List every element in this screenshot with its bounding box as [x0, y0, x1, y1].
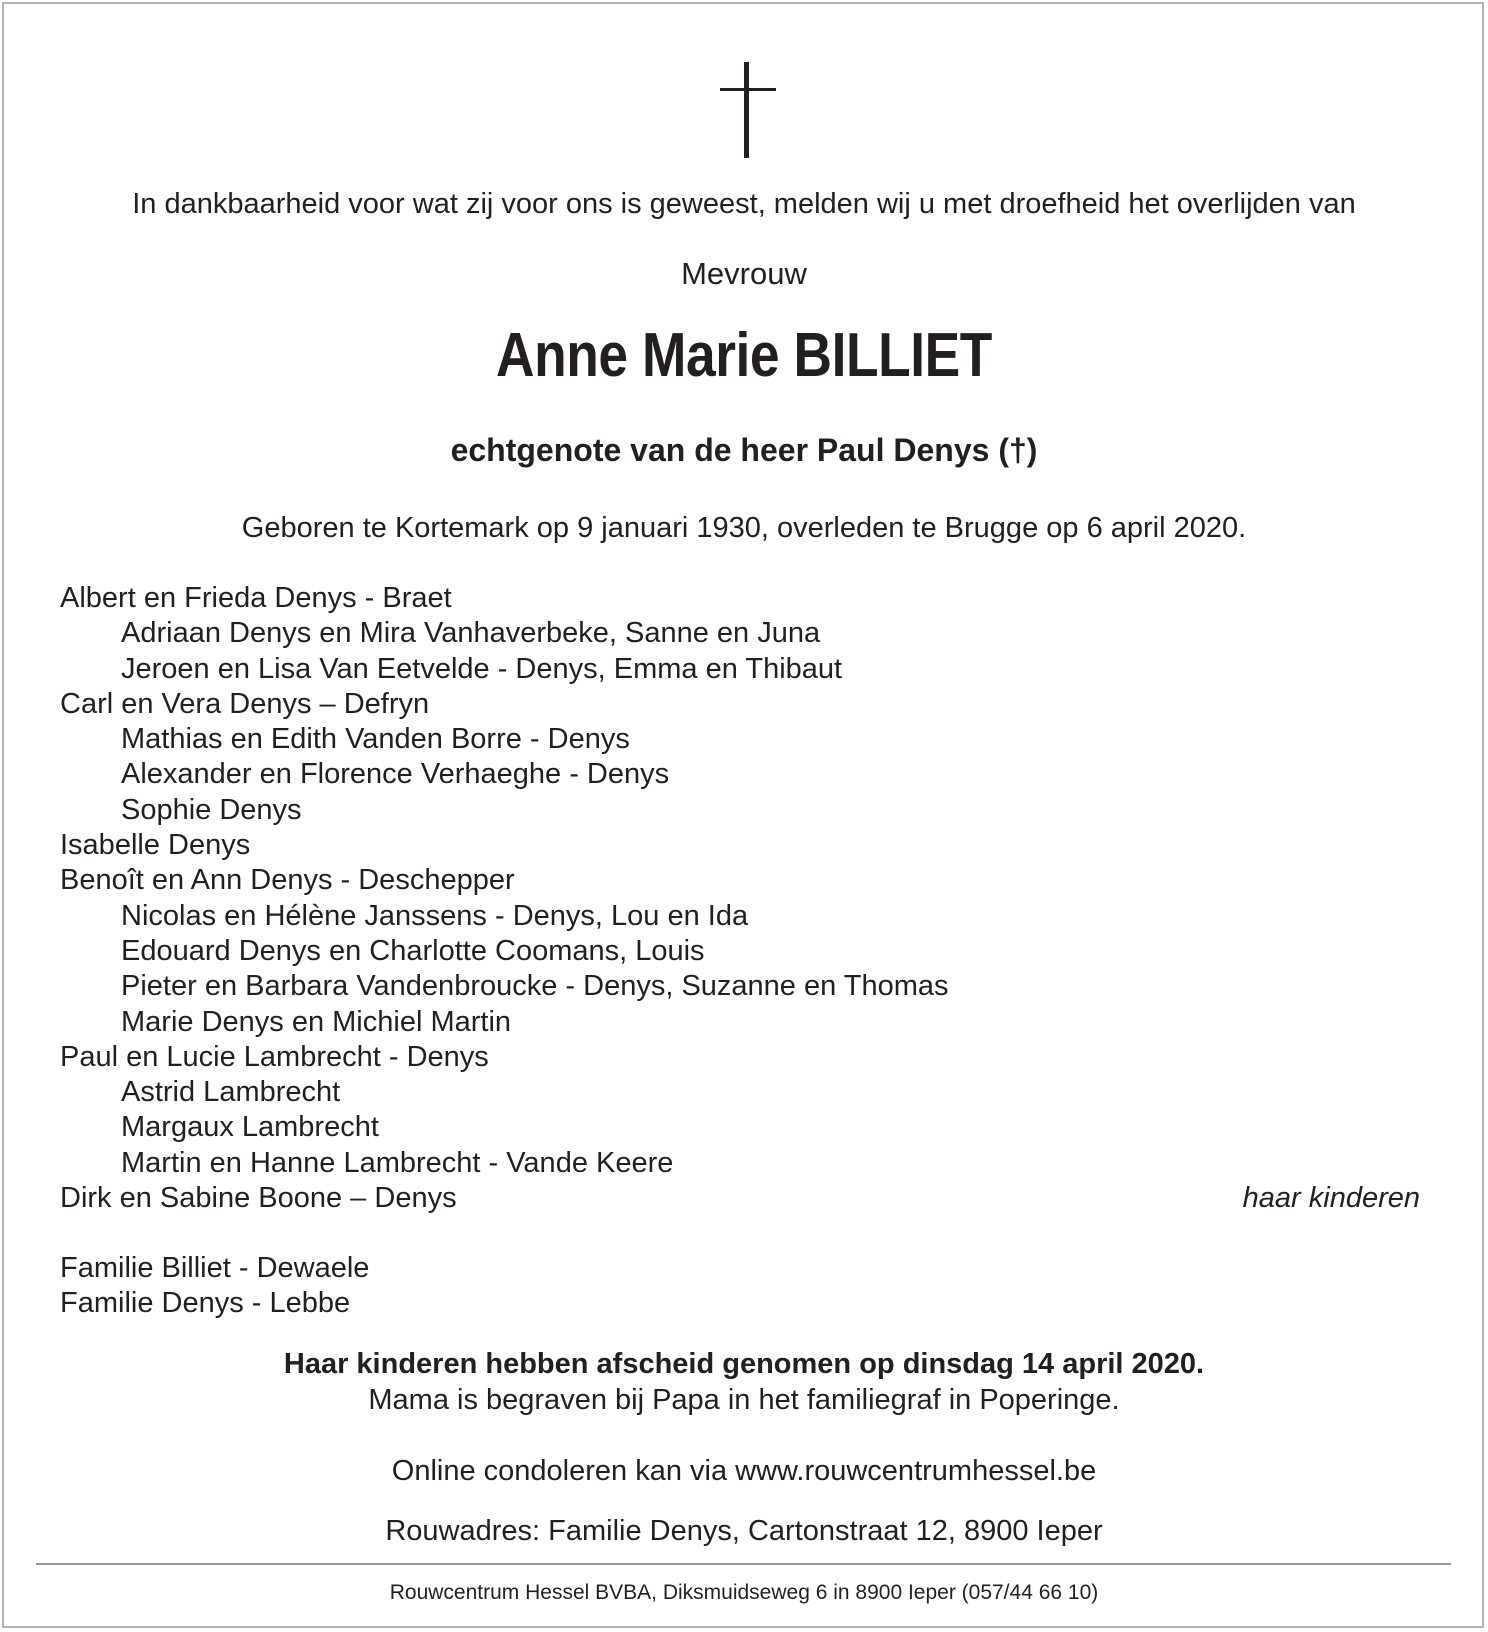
family-line: Margaux Lambrecht	[121, 1111, 379, 1144]
family-line: Benoît en Ann Denys - Deschepper	[60, 864, 515, 897]
family-line: Paul en Lucie Lambrecht - Denys	[60, 1040, 489, 1073]
family-line-last	[60, 1181, 1420, 1216]
family-line-text: Dirk en Sabine Boone – Denys	[60, 1182, 457, 1215]
birth-death-line: Geboren te Kortemark op 9 januari 1930, overleden te Brugge op 6 april 2020.	[241, 512, 1247, 544]
extended-family-line: Familie Billiet - Dewaele	[60, 1252, 370, 1284]
family-line: Carl en Vera Denys – Defryn	[60, 687, 430, 720]
family-line: Martin en Hanne Lambrecht - Vande Keere	[121, 1146, 674, 1179]
intro-text: In dankbaarheid voor wat zij voor ons is geweest, melden wij u met droefheid het overlijden van	[132, 188, 1356, 220]
family-line: Mathias en Edith Vanden Borre - Denys	[121, 723, 630, 756]
footer-divider	[36, 1563, 1451, 1565]
mourning-address: Rouwadres: Familie Denys, Cartonstraat 12, 8900 Ieper	[385, 1515, 1103, 1547]
extended-family	[60, 1251, 369, 1322]
deceased-name: Anne Marie BILLIET	[496, 321, 992, 390]
extended-family-line: Familie Denys - Lebbe	[60, 1287, 351, 1320]
farewell-line: Haar kinderen hebben afscheid genomen op dinsdag 14 april 2020.	[283, 1348, 1205, 1380]
family-line: Adriaan Denys en Mira Vanhaverbeke, Sanne en Juna	[121, 617, 821, 650]
family-line: Jeroen en Lisa Van Eetvelde - Denys, Emma en Thibaut	[121, 652, 843, 685]
family-list	[60, 581, 1420, 1216]
family-line: Isabelle Denys	[60, 829, 251, 862]
family-line: Nicolas en Hélène Janssens - Denys, Lou en Ida	[121, 899, 749, 932]
family-line: Pieter en Barbara Vandenbroucke - Denys, Suzanne en Thomas	[121, 970, 949, 1003]
family-line: Marie Denys en Michiel Martin	[121, 1005, 512, 1038]
family-line: Albert en Frieda Denys - Braet	[60, 582, 452, 614]
family-line: Sophie Denys	[121, 793, 302, 826]
honorific: Mevrouw	[681, 256, 807, 291]
burial-line: Mama is begraven bij Papa in het familiegraf in Poperinge.	[368, 1384, 1120, 1416]
family-line: Astrid Lambrecht	[121, 1076, 341, 1109]
online-condolence-line: Online condoleren kan via www.rouwcentrumhessel.be	[391, 1455, 1097, 1487]
family-line: Alexander en Florence Verhaeghe - Denys	[121, 758, 670, 791]
spouse-line: echtgenote van de heer Paul Denys (†)	[450, 432, 1038, 468]
family-role-label: haar kinderen	[1242, 1182, 1420, 1215]
cross-icon	[720, 62, 776, 158]
funeral-home-footer: Rouwcentrum Hessel BVBA, Diksmuidseweg 6 in 8900 Ieper (057/44 66 10)	[389, 1581, 1099, 1604]
family-line: Edouard Denys en Charlotte Coomans, Louis	[121, 934, 705, 967]
